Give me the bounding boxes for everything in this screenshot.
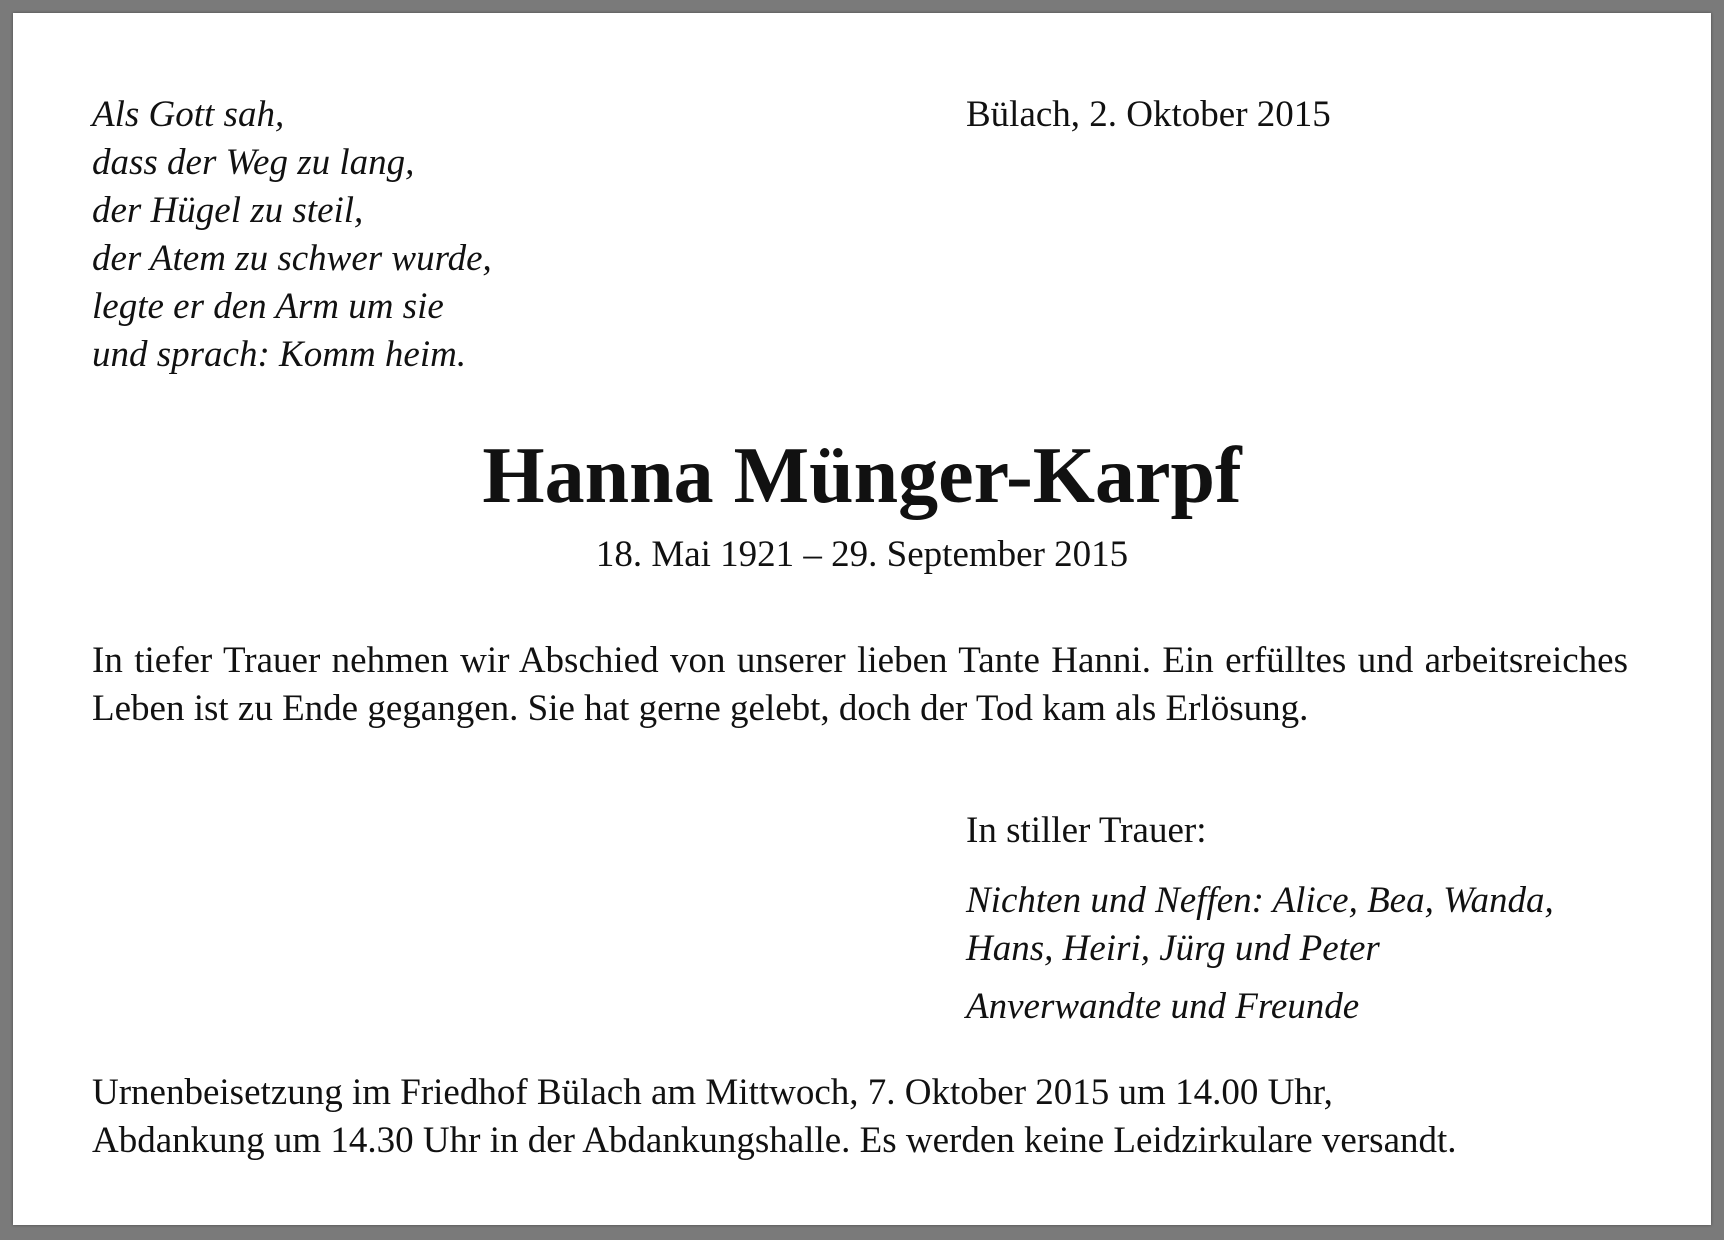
poem-line: dass der Weg zu lang,: [92, 142, 415, 183]
poem-line: der Atem zu schwer wurde,: [92, 238, 492, 279]
obituary-page: [13, 13, 1711, 1225]
poem: [92, 91, 492, 379]
mourners-others: Anverwandte und Freunde: [966, 986, 1360, 1027]
poem-line: legte er den Arm um sie: [92, 286, 444, 327]
service-line: Abdankung um 14.30 Uhr in der Abdankungshalle. Es werden keine Leidzirkulare versandt.: [92, 1120, 1457, 1161]
poem-line: der Hügel zu steil,: [92, 190, 364, 231]
life-dates: 18. Mai 1921 – 29. September 2015: [595, 534, 1129, 575]
poem-line: und sprach: Komm heim.: [92, 334, 467, 375]
relatives-line: Nichten und Neffen: Alice, Bea, Wanda,: [966, 880, 1554, 921]
mourners-heading: In stiller Trauer:: [966, 810, 1207, 851]
relatives-line: Hans, Heiri, Jürg und Peter: [966, 928, 1380, 969]
service-line: Urnenbeisetzung im Friedhof Bülach am Mittwoch, 7. Oktober 2015 um 14.00 Uhr,: [92, 1072, 1333, 1113]
poem-line: Als Gott sah,: [92, 94, 285, 135]
service-info: [92, 1069, 1457, 1165]
place-date: Bülach, 2. Oktober 2015: [966, 94, 1331, 135]
mourners-relatives: [966, 877, 1554, 973]
mourning-message: In tiefer Trauer nehmen wir Abschied von unserer lieben Tante Hanni. Ein erfülltes und arbeitsreiches Leben ist zu Ende gegangen. Sie hat gerne gelebt, doch der Tod kam als Erlösung.: [92, 640, 1628, 729]
deceased-name: Hanna Münger-Karpf: [482, 432, 1242, 520]
